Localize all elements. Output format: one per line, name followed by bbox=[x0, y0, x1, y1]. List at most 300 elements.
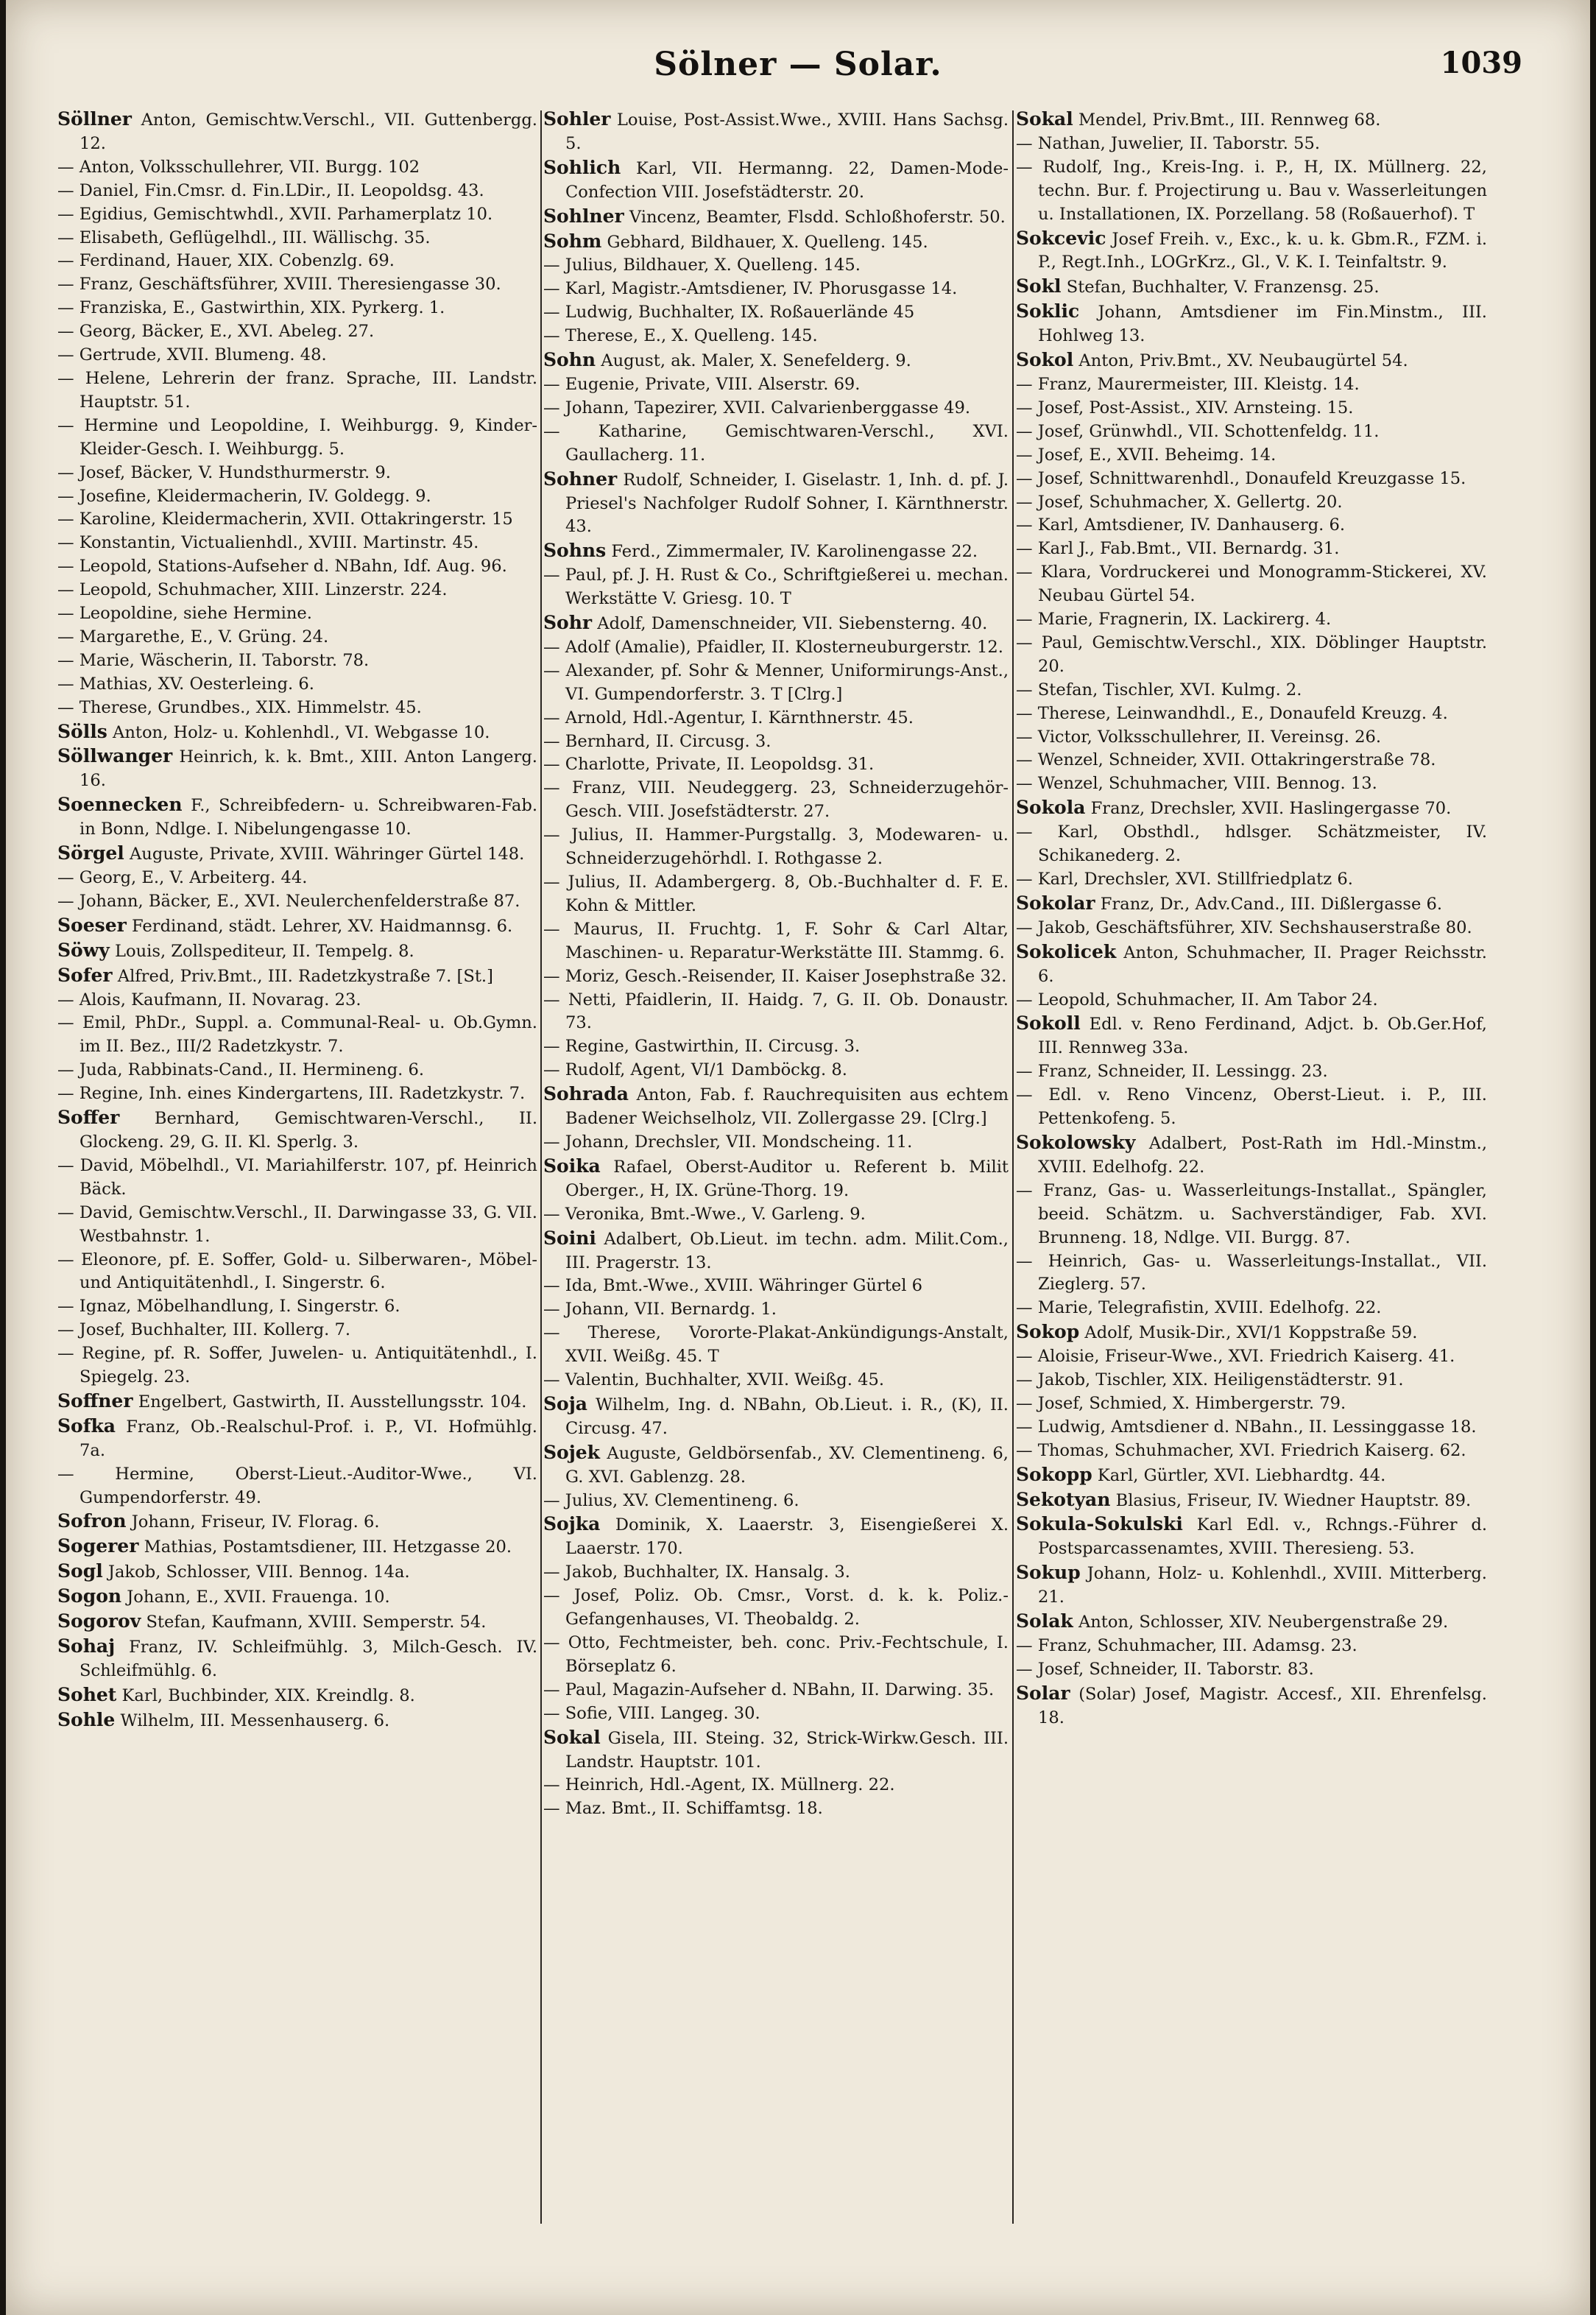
entry-surname: Sokcevic bbox=[1016, 227, 1106, 249]
directory-entry bbox=[1016, 702, 1487, 726]
entry-details: — Karl, Drechsler, XVI. Stillfriedplatz 6. bbox=[1016, 870, 1353, 889]
entry-details: — Jakob, Buchhalter, IX. Hansalg. 3. bbox=[543, 1562, 850, 1582]
directory-entry bbox=[57, 1534, 537, 1560]
directory-entry bbox=[57, 793, 537, 842]
directory-entry bbox=[1016, 1440, 1487, 1463]
directory-entry bbox=[543, 777, 1009, 824]
entry-details: — Marie, Telegrafistin, XVIII. Edelhofg. 22. bbox=[1016, 1298, 1382, 1318]
directory-entry bbox=[1016, 1658, 1487, 1682]
directory-entry bbox=[57, 1708, 537, 1733]
directory-entry bbox=[57, 673, 537, 697]
entry-surname: Sokal bbox=[1016, 108, 1073, 130]
entry-surname: Sogl bbox=[57, 1560, 103, 1582]
entry-surname: Söwy bbox=[57, 939, 110, 961]
page-header bbox=[6, 46, 1590, 90]
entry-details: — Ludwig, Amtsdiener d. NBahn., II. Lessinggasse 18. bbox=[1016, 1417, 1477, 1437]
entry-details: — Marie, Fragnerin, IX. Lackirerg. 4. bbox=[1016, 610, 1332, 630]
directory-entry bbox=[543, 989, 1009, 1036]
entry-details: — Franz, VIII. Neudeggerg. 23, Schneiderzugehör-Gesch. VIII. Josefstädterstr. 27. bbox=[543, 778, 1009, 822]
entry-details: Wilhelm, III. Messenhauserg. 6. bbox=[120, 1710, 390, 1730]
entry-details: Alfred, Priv.Bmt., III. Radetzkystraße 7. [St.] bbox=[117, 966, 493, 986]
directory-entry bbox=[543, 636, 1009, 660]
entry-surname: Sohlner bbox=[543, 205, 624, 227]
entry-details: — Maz. Bmt., II. Schiffamtsg. 18. bbox=[543, 1799, 823, 1819]
directory-entry bbox=[1016, 1682, 1487, 1730]
directory-entry bbox=[543, 1227, 1009, 1275]
entry-details: Anton, Holz- u. Kohlenhdl., VI. Webgasse 10. bbox=[113, 722, 490, 742]
entry-details: Franz, IV. Schleifmühlg. 3, Milch-Gesch. IV. Schleifmühlg. 6. bbox=[80, 1638, 537, 1680]
entry-surname: Sokoll bbox=[1016, 1012, 1081, 1035]
directory-entry bbox=[57, 1509, 537, 1534]
entry-details: — Therese, Grundbes., XIX. Himmelstr. 45. bbox=[57, 697, 422, 717]
column-3 bbox=[1016, 108, 1487, 2272]
entry-details: — Franz, Maurermeister, III. Kleistg. 14. bbox=[1016, 374, 1360, 394]
directory-entry bbox=[1016, 133, 1487, 156]
directory-entry bbox=[1016, 156, 1487, 227]
directory-entry bbox=[57, 1249, 537, 1296]
entry-details: Franz, Ob.-Realschul-Prof. i. P., VI. Hofmühlg. 7a. bbox=[80, 1417, 537, 1460]
directory-entry bbox=[1016, 892, 1487, 917]
entry-details: Ferdinand, städt. Lehrer, XV. Haidmannsg. 6. bbox=[131, 916, 513, 936]
directory-entry bbox=[1016, 275, 1487, 300]
entry-details: Gisela, III. Steing. 32, Strick-Wirkw.Gesch. III. Landstr. Hauptstr. 101. bbox=[565, 1728, 1009, 1772]
directory-entry bbox=[57, 1342, 537, 1389]
entry-details: — Julius, II. Hammer-Purgstallg. 3, Modewaren- u. Schneiderzugehörhdl. I. Rothgasse 2. bbox=[543, 825, 1009, 869]
entry-details: — Katharine, Gemischtwaren-Verschl., XVI. Gaullacherg. 11. bbox=[543, 421, 1009, 465]
directory-entry bbox=[543, 1322, 1009, 1369]
entry-details: — Josef, Buchhalter, III. Kollerg. 7. bbox=[57, 1320, 351, 1340]
entry-details: — Konstantin, Victualienhdl., XVIII. Martinstr. 45. bbox=[57, 533, 479, 553]
directory-entry bbox=[57, 744, 537, 793]
entry-details: Adalbert, Post-Rath im Hdl.-Minstm., XVIII. Edelhofg. 22. bbox=[1038, 1133, 1487, 1177]
directory-entry bbox=[57, 1155, 537, 1202]
entry-details: Gebhard, Bildhauer, X. Quelleng. 145. bbox=[607, 232, 928, 252]
directory-entry bbox=[57, 964, 537, 989]
entry-details: — Aloisie, Friseur-Wwe., XVI. Friedrich Kaiserg. 41. bbox=[1016, 1347, 1455, 1367]
entry-details: (Solar) Josef, Magistr. Accesf., XII. Ehrenfelsg. 18. bbox=[1038, 1684, 1487, 1727]
entry-surname: Sekotyan bbox=[1016, 1488, 1111, 1510]
entry-surname: Sokol bbox=[1016, 349, 1074, 371]
entry-details: Johann, E., XVII. Frauenga. 10. bbox=[127, 1588, 390, 1607]
directory-entry bbox=[1016, 300, 1487, 348]
directory-entry bbox=[57, 1610, 537, 1635]
entry-surname: Soklic bbox=[1016, 300, 1080, 323]
entry-details: Ferd., Zimmermaler, IV. Karolinengasse 22. bbox=[611, 542, 978, 562]
directory-entry bbox=[543, 108, 1009, 156]
directory-entry bbox=[1016, 821, 1487, 868]
entry-details: Karl, Gürtler, XVI. Liebhardtg. 44. bbox=[1097, 1465, 1386, 1485]
directory-entry bbox=[543, 660, 1009, 707]
entry-details: — Eugenie, Private, VIII. Alserstr. 69. bbox=[543, 374, 861, 394]
entry-surname: Sohlich bbox=[543, 156, 621, 178]
entry-details: Johann, Friseur, IV. Florag. 6. bbox=[131, 1512, 380, 1532]
entry-details: — Veronika, Bmt.-Wwe., V. Garleng. 9. bbox=[543, 1204, 866, 1224]
directory-entry bbox=[1016, 561, 1487, 608]
entry-details: — Georg, Bäcker, E., XVI. Abeleg. 27. bbox=[57, 322, 375, 342]
directory-entry bbox=[57, 890, 537, 914]
directory-entry bbox=[57, 1106, 537, 1155]
entry-details: — Josef, Bäcker, V. Hundsthurmerstr. 9. bbox=[57, 462, 391, 482]
entry-details: — Victor, Volksschullehrer, II. Vereinsg. 26. bbox=[1016, 727, 1382, 747]
directory-entry bbox=[543, 1490, 1009, 1513]
directory-entry bbox=[57, 1012, 537, 1059]
entry-surname: Solar bbox=[1016, 1682, 1070, 1704]
directory-entry bbox=[1016, 1488, 1487, 1513]
entry-details: — Juda, Rabbinats-Cand., II. Hermineng. 6. bbox=[57, 1060, 425, 1080]
entry-details: — Karl, Obsthdl., hdlsger. Schätzmeister, IV. Schikanederg. 2. bbox=[1016, 822, 1487, 866]
entry-surname: Sohle bbox=[57, 1708, 116, 1730]
entry-surname: Sohns bbox=[543, 540, 607, 562]
directory-entry bbox=[1016, 1180, 1487, 1250]
directory-entry bbox=[1016, 348, 1487, 373]
directory-entry bbox=[57, 1683, 537, 1708]
directory-entry bbox=[57, 273, 537, 297]
entry-details: Franz, Drechsler, XVII. Haslingergasse 70. bbox=[1090, 799, 1452, 819]
entry-details: — Alexander, pf. Sohr & Menner, Uniformirungs-Anst., VI. Gumpendorferstr. 3. T [Clrg.] bbox=[543, 660, 1009, 704]
entry-details: Anton, Fab. f. Rauchrequisiten aus echtem Badener Weichselholz, VII. Zollergasse 29. [Clrg.] bbox=[565, 1085, 1009, 1129]
entry-details: — Helene, Lehrerin der franz. Sprache, III. Landstr. Hauptstr. 51. bbox=[57, 368, 537, 412]
entry-details: August, ak. Maler, X. Senefelderg. 9. bbox=[601, 351, 911, 371]
directory-entry bbox=[543, 1679, 1009, 1702]
entry-details: Franz, Dr., Adv.Cand., III. Dißlergasse 6. bbox=[1100, 894, 1443, 914]
entry-surname: Sogerer bbox=[57, 1535, 139, 1557]
entry-details: — Klara, Vordruckerei und Monogramm-Stickerei, XV. Neubau Gürtel 54. bbox=[1016, 563, 1487, 606]
entry-details: Bernhard, Gemischtwaren-Verschl., II. Glockeng. 29, G. II. Kl. Sperlg. 3. bbox=[80, 1109, 537, 1152]
directory-entry bbox=[1016, 917, 1487, 940]
directory-entry bbox=[543, 1774, 1009, 1797]
directory-entry bbox=[543, 539, 1009, 564]
entry-surname: Soini bbox=[543, 1227, 596, 1249]
entry-details: — Julius, II. Adambergerg. 8, Ob.-Buchhalter d. F. E. Kohn & Mittler. bbox=[543, 873, 1009, 915]
directory-entry bbox=[57, 602, 537, 626]
directory-entry bbox=[543, 1632, 1009, 1679]
directory-entry bbox=[543, 918, 1009, 965]
entry-surname: Sokop bbox=[1016, 1321, 1080, 1343]
entry-details: — Therese, Vororte-Plakat-Ankündigungs-Anstalt, XVII. Weißg. 45. T bbox=[543, 1323, 1009, 1367]
directory-entry bbox=[57, 1560, 537, 1585]
directory-entry bbox=[57, 367, 537, 415]
entry-details: Dominik, X. Laaerstr. 3, Eisengießerei X. Laaerstr. 170. bbox=[565, 1515, 1009, 1559]
entry-surname: Sofka bbox=[57, 1414, 116, 1437]
entry-surname: Sokolicek bbox=[1016, 940, 1117, 962]
entry-details: — Karl J., Fab.Bmt., VII. Bernardg. 31. bbox=[1016, 539, 1340, 559]
entry-details: — Therese, Leinwandhdl., E., Donaufeld Kreuzg. 4. bbox=[1016, 703, 1448, 723]
entry-surname: Sokl bbox=[1016, 275, 1062, 297]
directory-entry bbox=[1016, 1392, 1487, 1416]
column-1 bbox=[57, 108, 537, 2272]
directory-page bbox=[6, 0, 1590, 2315]
entry-surname: Sokolowsky bbox=[1016, 1131, 1136, 1153]
directory-entry bbox=[1016, 772, 1487, 796]
column-divider bbox=[540, 110, 542, 2224]
directory-entry bbox=[543, 1059, 1009, 1082]
directory-entry bbox=[1016, 1250, 1487, 1297]
entry-details: — Heinrich, Gas- u. Wasserleitungs-Installat., VII. Zieglerg. 57. bbox=[1016, 1251, 1487, 1294]
entry-details: Wilhelm, Ing. d. NBahn, Ob.Lieut. i. R., (K), II. Circusg. 47. bbox=[565, 1395, 1009, 1438]
directory-entry bbox=[1016, 1060, 1487, 1084]
directory-entry bbox=[543, 730, 1009, 754]
directory-entry bbox=[57, 989, 537, 1012]
directory-entry bbox=[1016, 1320, 1487, 1345]
entry-details: — Franziska, E., Gastwirthin, XIX. Pyrkerg. 1. bbox=[57, 298, 445, 318]
directory-entry bbox=[57, 250, 537, 273]
entry-details: Johann, Amtsdiener im Fin.Minstm., III. Hohlweg 13. bbox=[1038, 303, 1487, 346]
entry-details: — Rudolf, Ing., Kreis-Ing. i. P., H, IX. Müllnerg. 22, techn. Bur. f. Projectirung u. Bau v. Wasserleitungen u. Installationen, IX. Porzellang. 58 (Roßauerhof). T bbox=[1016, 157, 1487, 224]
entry-details: — Wenzel, Schneider, XVII. Ottakringerstraße 78. bbox=[1016, 750, 1436, 770]
entry-details: — Daniel, Fin.Cmsr. d. Fin.LDir., II. Leopoldsg. 43. bbox=[57, 180, 484, 200]
directory-entry bbox=[543, 1155, 1009, 1203]
entry-details: — Johann, Bäcker, E., XVI. Neulerchenfelderstraße 87. bbox=[57, 891, 520, 911]
entry-details: Karl, Buchbinder, XIX. Kreindlg. 8. bbox=[121, 1685, 415, 1705]
entry-details: — Eleonore, pf. E. Soffer, Gold- u. Silberwaren-, Möbel- und Antiquitätenhdl., I. Singerstr. 6. bbox=[57, 1250, 537, 1293]
directory-entry bbox=[543, 468, 1009, 540]
entry-details: — Egidius, Gemischtwhdl., XVII. Parhamerplatz 10. bbox=[57, 204, 493, 224]
entry-surname: Sohner bbox=[543, 468, 618, 490]
entry-details: — Ida, Bmt.-Wwe., XVIII. Währinger Gürtel 6 bbox=[543, 1276, 923, 1296]
entry-surname: Sohet bbox=[57, 1683, 117, 1705]
entry-surname: Sojka bbox=[543, 1513, 601, 1535]
directory-entry bbox=[543, 871, 1009, 918]
directory-entry bbox=[1016, 373, 1487, 397]
entry-details: — Paul, Gemischtw.Verschl., XIX. Döblinger Hauptstr. 20. bbox=[1016, 633, 1487, 676]
entry-surname: Sörgel bbox=[57, 842, 124, 864]
entry-details: — Nathan, Juwelier, II. Taborstr. 55. bbox=[1016, 133, 1321, 153]
entry-surname: Soffer bbox=[57, 1107, 120, 1129]
entry-details: Auguste, Geldbörsenfab., XV. Clementineng. 6, G. XVI. Gablenzg. 28. bbox=[565, 1443, 1009, 1487]
entry-details: — Josef, Schnittwarenhdl., Donaufeld Kreuzgasse 15. bbox=[1016, 468, 1466, 488]
entry-surname: Soeser bbox=[57, 914, 127, 936]
page-number: 1039 bbox=[1440, 46, 1522, 80]
directory-entry bbox=[57, 626, 537, 649]
entry-details: — Georg, E., V. Arbeiterg. 44. bbox=[57, 868, 308, 887]
entry-surname: Sohr bbox=[543, 612, 593, 634]
entry-details: — Margarethe, E., V. Grüng. 24. bbox=[57, 627, 329, 646]
directory-entry bbox=[57, 914, 537, 939]
entry-details: — Josef, Post-Assist., XIV. Arnsteing. 15. bbox=[1016, 398, 1354, 417]
entry-details: — Karl, Magistr.-Amtsdiener, IV. Phorusgasse 14. bbox=[543, 279, 958, 299]
entry-details: Vincenz, Beamter, Flsdd. Schloßhoferstr. 50. bbox=[629, 207, 1006, 227]
directory-entry bbox=[1016, 538, 1487, 561]
directory-entry bbox=[543, 1726, 1009, 1775]
entry-details: — Julius, XV. Clementineng. 6. bbox=[543, 1490, 799, 1510]
directory-entry bbox=[1016, 796, 1487, 821]
entry-details: Louis, Zollspediteur, II. Tempelg. 8. bbox=[114, 941, 414, 961]
entry-surname: Sohaj bbox=[57, 1635, 116, 1657]
directory-entry bbox=[543, 1035, 1009, 1059]
directory-entry bbox=[1016, 989, 1487, 1012]
entry-details: — Bernhard, II. Circusg. 3. bbox=[543, 731, 771, 751]
entry-details: — Johann, VII. Bernardg. 1. bbox=[543, 1300, 777, 1319]
entry-details: — Stefan, Tischler, XVI. Kulmg. 2. bbox=[1016, 680, 1302, 700]
directory-entry bbox=[543, 1131, 1009, 1155]
entry-details: — Mathias, XV. Oesterleing. 6. bbox=[57, 674, 314, 694]
entry-details: — Johann, Tapezirer, XVII. Calvarienberggasse 49. bbox=[543, 398, 971, 417]
entry-details: Heinrich, k. k. Bmt., XIII. Anton Langerg. 16. bbox=[80, 747, 537, 791]
entry-details: Anton, Priv.Bmt., XV. Neubaugürtel 54. bbox=[1078, 351, 1408, 371]
entry-details: — Wenzel, Schuhmacher, VIII. Bennog. 13. bbox=[1016, 774, 1377, 794]
directory-entry bbox=[1016, 444, 1487, 468]
directory-entry bbox=[1016, 1131, 1487, 1180]
directory-entry bbox=[543, 205, 1009, 230]
entry-surname: Sofer bbox=[57, 964, 113, 986]
directory-entry bbox=[1016, 1416, 1487, 1440]
directory-entry bbox=[543, 1369, 1009, 1392]
entry-details: — David, Gemischtw.Verschl., II. Darwingasse 33, G. VII. Westbahnstr. 1. bbox=[57, 1202, 537, 1246]
entry-details: Blasius, Friseur, IV. Wiedner Hauptstr. 89. bbox=[1115, 1490, 1472, 1510]
entry-details: Engelbert, Gastwirth, II. Ausstellungsstr. 104. bbox=[138, 1392, 527, 1412]
entry-surname: Soika bbox=[543, 1155, 601, 1177]
entry-details: Mendel, Priv.Bmt., III. Rennweg 68. bbox=[1078, 110, 1381, 130]
directory-entry bbox=[57, 939, 537, 964]
entry-details: — Adolf (Amalie), Pfaidler, II. Klosterneuburgerstr. 12. bbox=[543, 637, 1003, 657]
entry-details: — Rudolf, Agent, VI/1 Damböckg. 8. bbox=[543, 1060, 847, 1080]
entry-details: — Emil, PhDr., Suppl. a. Communal-Real- u. Ob.Gymn. im II. Bez., III/2 Radetzkystr. 7. bbox=[57, 1013, 537, 1057]
directory-entry bbox=[57, 1635, 537, 1683]
entry-details: — Leopold, Stations-Aufseher d. NBahn, Idf. Aug. 96. bbox=[57, 557, 507, 577]
entry-details: Auguste, Private, XVIII. Währinger Gürtel 148. bbox=[129, 845, 525, 864]
entry-details: — Charlotte, Private, II. Leopoldsg. 31. bbox=[543, 755, 875, 775]
entry-surname: Sofron bbox=[57, 1510, 127, 1532]
directory-entry bbox=[57, 697, 537, 720]
entry-details: Rafael, Oberst-Auditor u. Referent b. Milit Oberger., H, IX. Grüne-Thorg. 19. bbox=[565, 1157, 1009, 1200]
directory-entry bbox=[1016, 726, 1487, 750]
directory-entry bbox=[1016, 1084, 1487, 1131]
directory-entry bbox=[543, 1585, 1009, 1632]
directory-entry bbox=[543, 611, 1009, 636]
directory-entry bbox=[543, 1512, 1009, 1561]
entry-details: — Maurus, II. Fruchtg. 1, F. Sohr & Carl Altar, Maschinen- u. Reparatur-Werkstätte III. Stammg. 6. bbox=[543, 919, 1009, 962]
directory-entry bbox=[1016, 1512, 1487, 1561]
directory-entry bbox=[1016, 868, 1487, 892]
entry-details: — Hermine und Leopoldine, I. Weihburgg. 9, Kinder-Kleider-Gesch. I. Weihburgg. 5. bbox=[57, 415, 537, 459]
entry-details: Louise, Post-Assist.Wwe., XVIII. Hans Sachsg. 5. bbox=[565, 110, 1009, 153]
directory-entry bbox=[1016, 1369, 1487, 1392]
directory-entry bbox=[1016, 940, 1487, 989]
entry-details: Karl Edl. v., Rchngs.-Führer d. Postsparcassenamtes, XVIII. Theresieng. 53. bbox=[1038, 1515, 1487, 1559]
entry-details: — Julius, Bildhauer, X. Quelleng. 145. bbox=[543, 256, 861, 275]
directory-entry bbox=[543, 397, 1009, 420]
entry-surname: Sogon bbox=[57, 1585, 122, 1607]
directory-entry bbox=[543, 1797, 1009, 1821]
directory-entry bbox=[543, 707, 1009, 730]
directory-entry bbox=[543, 156, 1009, 205]
page-title: Sölner — Solar. bbox=[654, 46, 942, 83]
directory-entry bbox=[1016, 608, 1487, 632]
entry-details: Anton, Schlosser, XIV. Neubergenstraße 29. bbox=[1078, 1613, 1449, 1632]
entry-details: — Moriz, Gesch.-Reisender, II. Kaiser Josephstraße 32. bbox=[543, 966, 1007, 986]
entry-details: — Netti, Pfaidlerin, II. Haidg. 7, G. II. Ob. Donaustr. 73. bbox=[543, 990, 1009, 1033]
entry-details: — Karl, Amtsdiener, IV. Danhauserg. 6. bbox=[1016, 515, 1346, 535]
entry-details: Mathias, Postamtsdiener, III. Hetzgasse 20. bbox=[144, 1537, 512, 1557]
entry-details: — Arnold, Hdl.-Agentur, I. Kärnthnerstr. 45. bbox=[543, 708, 914, 727]
entry-details: — Jakob, Tischler, XIX. Heiligenstädterstr. 91. bbox=[1016, 1370, 1404, 1390]
entry-details: — Karoline, Kleidermacherin, XVII. Ottakringerstr. 15 bbox=[57, 510, 513, 529]
entry-surname: Sohrada bbox=[543, 1083, 629, 1105]
directory-entry bbox=[1016, 749, 1487, 772]
directory-entry bbox=[543, 254, 1009, 278]
directory-entry bbox=[543, 1441, 1009, 1490]
directory-entry bbox=[57, 1295, 537, 1319]
directory-entry bbox=[1016, 1463, 1487, 1488]
directory-entry bbox=[57, 227, 537, 250]
directory-entry bbox=[1016, 491, 1487, 515]
entry-surname: Sokola bbox=[1016, 797, 1086, 819]
entry-details: — Regine, Gastwirthin, II. Circusg. 3. bbox=[543, 1037, 861, 1057]
entry-details: — Leopold, Schuhmacher, II. Am Tabor 24. bbox=[1016, 990, 1378, 1009]
entry-surname: Sogorov bbox=[57, 1610, 141, 1632]
entry-details: F., Schreibfedern- u. Schreibwaren-Fab. in Bonn, Ndlge. I. Nibelungengasse 10. bbox=[80, 796, 537, 839]
entry-details: — Sofie, VIII. Langeg. 30. bbox=[543, 1703, 760, 1723]
directory-entry bbox=[57, 1389, 537, 1414]
directory-entry bbox=[57, 1059, 537, 1082]
entry-details: — Ignaz, Möbelhandlung, I. Singerstr. 6. bbox=[57, 1297, 400, 1317]
directory-entry bbox=[543, 301, 1009, 325]
directory-entry bbox=[1016, 1297, 1487, 1320]
directory-entry bbox=[1016, 1610, 1487, 1635]
directory-entry bbox=[1016, 514, 1487, 538]
entry-details: Stefan, Kaufmann, XVIII. Semperstr. 54. bbox=[146, 1613, 487, 1632]
entry-details: — Josef, Schuhmacher, X. Gellertg. 20. bbox=[1016, 492, 1343, 512]
entry-details: Rudolf, Schneider, I. Giselastr. 1, Inh. d. pf. J. Priesel's Nachfolger Rudolf Sohner, I. Kärnthnerstr. 43. bbox=[565, 470, 1009, 537]
directory-entry bbox=[57, 203, 537, 227]
entry-details: — Paul, Magazin-Aufseher d. NBahn, II. Darwing. 35. bbox=[543, 1680, 995, 1699]
directory-entry bbox=[57, 485, 537, 509]
entry-details: — Franz, Geschäftsführer, XVIII. Theresiengasse 30. bbox=[57, 275, 501, 295]
directory-entry bbox=[1016, 632, 1487, 679]
column-divider bbox=[1012, 110, 1014, 2224]
entry-surname: Soja bbox=[543, 1392, 587, 1414]
entry-surname: Sokup bbox=[1016, 1562, 1081, 1584]
entry-surname: Soffner bbox=[57, 1389, 133, 1412]
entry-surname: Sokopp bbox=[1016, 1463, 1092, 1485]
directory-entry bbox=[543, 1298, 1009, 1322]
directory-entry bbox=[57, 1082, 537, 1106]
entry-details: — Heinrich, Hdl.-Agent, IX. Müllnerg. 22. bbox=[543, 1775, 895, 1795]
entry-details: — Otto, Fechtmeister, beh. conc. Priv.-Fechtschule, I. Börseplatz 6. bbox=[543, 1633, 1009, 1676]
entry-surname: Söllner bbox=[57, 108, 132, 130]
entry-details: — Anton, Volksschullehrer, VII. Burgg. 102 bbox=[57, 157, 420, 177]
entry-details: — Therese, E., X. Quelleng. 145. bbox=[543, 326, 818, 346]
directory-entry bbox=[57, 579, 537, 602]
directory-entry bbox=[57, 842, 537, 867]
entry-details: — Franz, Schneider, II. Lessingg. 23. bbox=[1016, 1062, 1328, 1082]
directory-entry bbox=[57, 1585, 537, 1610]
directory-entry bbox=[1016, 1012, 1487, 1060]
directory-entry bbox=[543, 753, 1009, 777]
entry-details: — Valentin, Buchhalter, XVII. Weißg. 45. bbox=[543, 1370, 885, 1390]
entry-details: — Regine, Inh. eines Kindergartens, III. Radetzkystr. 7. bbox=[57, 1084, 526, 1104]
entry-details: — Regine, pf. R. Soffer, Juwelen- u. Antiquitätenhdl., I. Spiegelg. 23. bbox=[57, 1344, 537, 1387]
directory-entry bbox=[57, 1202, 537, 1249]
directory-entry bbox=[57, 720, 537, 745]
entry-details: — Josefine, Kleidermacherin, IV. Goldegg. 9. bbox=[57, 486, 431, 506]
entry-details: Adolf, Damenschneider, VII. Siebensterng. 40. bbox=[597, 614, 988, 634]
directory-entry bbox=[543, 325, 1009, 348]
directory-entry bbox=[57, 320, 537, 344]
directory-entry bbox=[1016, 1635, 1487, 1658]
entry-details: — Ferdinand, Hauer, XIX. Cobenzlg. 69. bbox=[57, 251, 395, 271]
entry-details: — Edl. v. Reno Vincenz, Oberst-Lieut. i. P., III. Pettenkofeng. 5. bbox=[1016, 1085, 1487, 1129]
directory-entry bbox=[57, 532, 537, 555]
directory-entry bbox=[543, 965, 1009, 989]
entry-details: — Franz, Gas- u. Wasserleitungs-Installat., Spängler, beeid. Schätzm. u. Sachverständiger, Fab. XVI. Brunneng. 18, Ndlge. VII. Burgg. 87. bbox=[1016, 1180, 1487, 1247]
directory-entry bbox=[1016, 108, 1487, 133]
directory-entry bbox=[57, 180, 537, 203]
entry-details: Stefan, Buchhalter, V. Franzensg. 25. bbox=[1066, 278, 1380, 297]
directory-entry bbox=[57, 344, 537, 367]
entry-surname: Solak bbox=[1016, 1610, 1073, 1632]
directory-entry bbox=[543, 564, 1009, 611]
